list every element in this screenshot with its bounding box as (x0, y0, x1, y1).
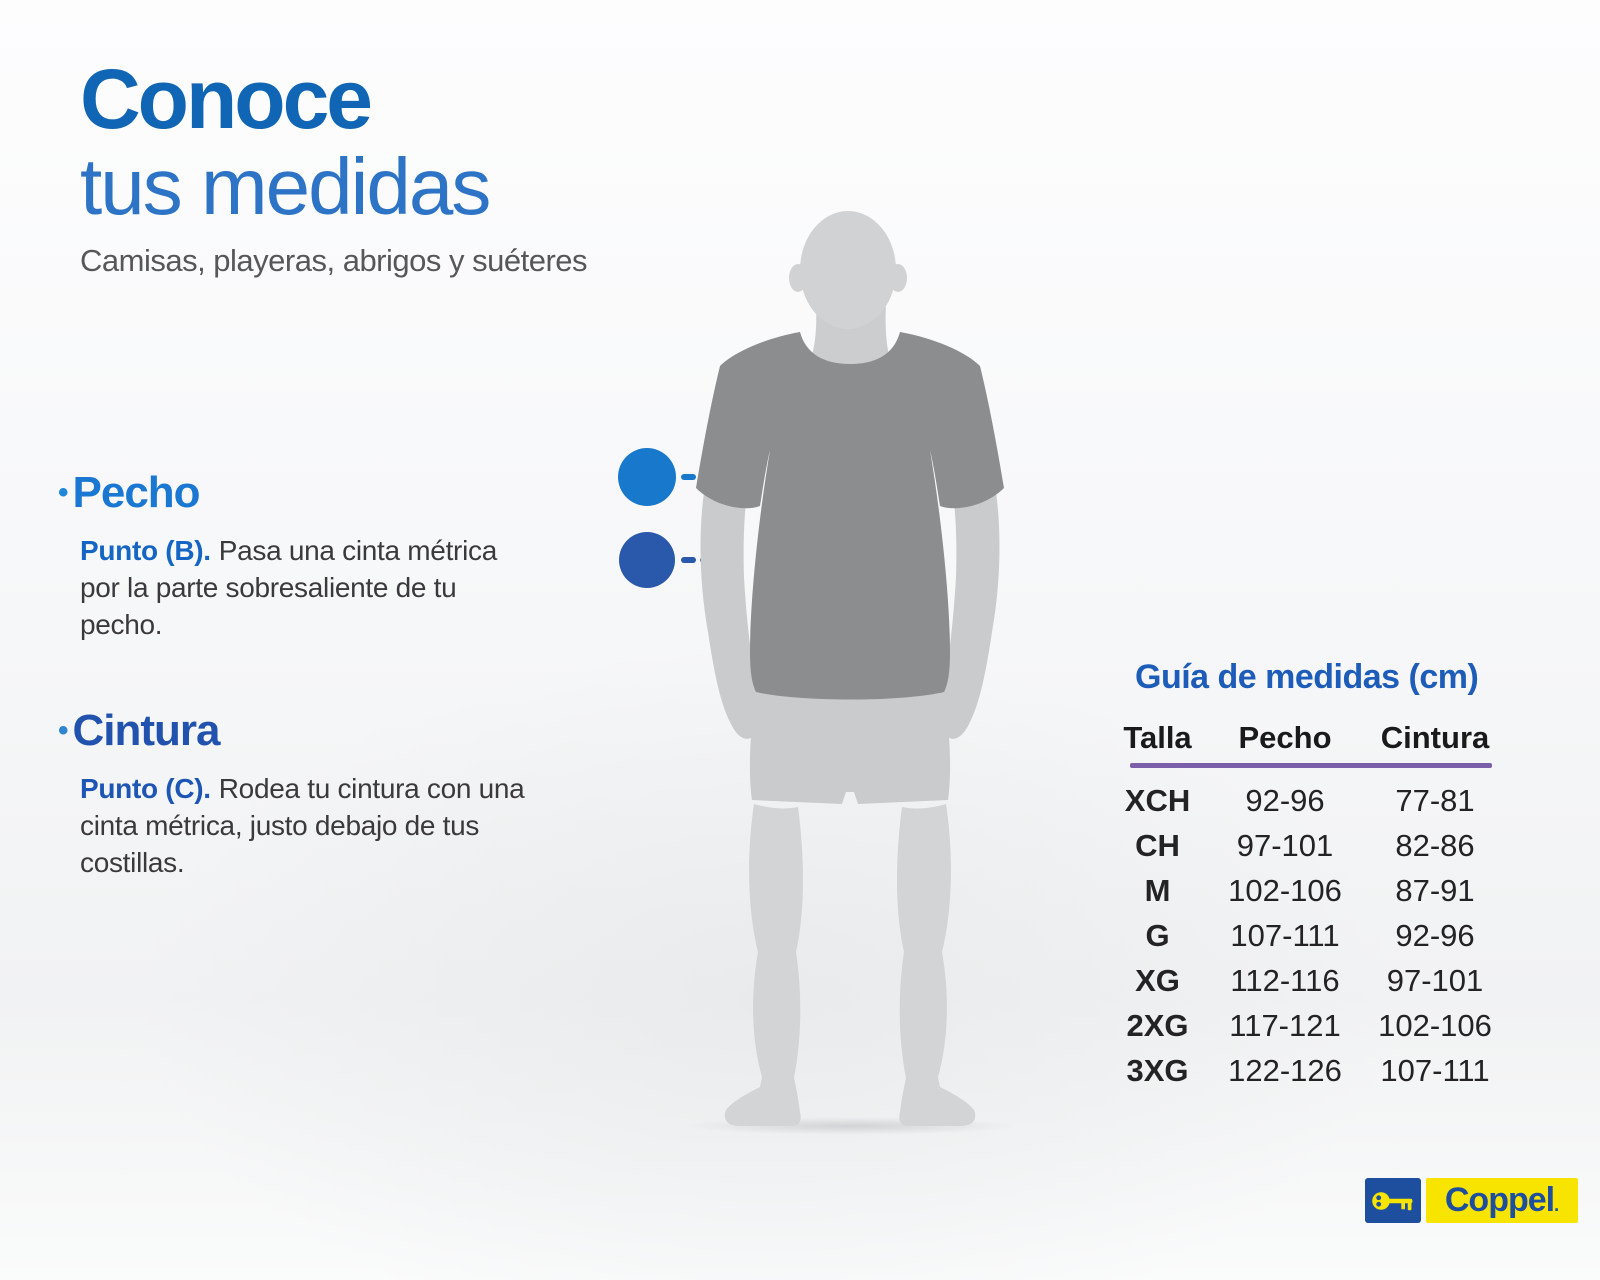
cintura-cell: 97-101 (1386, 962, 1484, 998)
size-row (1110, 823, 1510, 868)
coppel-wordmark-tile (1426, 1178, 1578, 1223)
pecho-cell: 117-121 (1229, 1007, 1341, 1043)
talla-cell: XG (1135, 962, 1180, 998)
size-row (1110, 958, 1510, 1003)
cintura-bullet-icon: • (58, 714, 68, 747)
cintura-cell: 102-106 (1378, 1007, 1492, 1043)
coppel-logo (1365, 1178, 1578, 1223)
talla-cell: XCH (1124, 782, 1191, 818)
cintura-cell: 77-81 (1395, 782, 1475, 818)
section-pecho (58, 468, 538, 643)
cintura-description: Rodea tu cintura con una cinta métrica, justo debajo de tus costillas. (80, 773, 525, 878)
pecho-instructions (80, 532, 538, 643)
figure-right-ear (889, 264, 907, 292)
talla-cell: CH (1135, 827, 1180, 863)
column-header-cintura: Cintura (1380, 720, 1490, 755)
table-accent-line (1130, 763, 1492, 768)
section-cintura (58, 706, 538, 881)
size-row (1110, 1048, 1510, 1093)
pecho-cell: 102-106 (1228, 872, 1342, 908)
cintura-cell: 92-96 (1395, 917, 1475, 953)
cintura-point-label: Punto (C). (80, 773, 211, 804)
figure-left-arm (701, 492, 760, 739)
page-title-line2: tus medidas (80, 142, 490, 232)
male-silhouette-figure (638, 192, 1082, 1137)
size-row (1110, 868, 1510, 913)
pecho-heading (58, 468, 538, 518)
coppel-key-tile (1365, 1178, 1421, 1223)
pecho-point-label: Punto (B). (80, 535, 211, 566)
pecho-description: Pasa una cinta métrica por la parte sobresaliente de tu pecho. (80, 535, 497, 640)
pecho-cell: 122-126 (1228, 1052, 1342, 1088)
pecho-bullet-icon: • (58, 476, 68, 509)
pecho-cell: 92-96 (1245, 782, 1325, 818)
cintura-instructions (80, 770, 538, 881)
pecho-cell: 107-111 (1230, 917, 1340, 953)
figure-left-ear (789, 264, 807, 292)
size-row (1110, 778, 1510, 823)
talla-cell: 3XG (1126, 1052, 1189, 1088)
column-header-talla: Talla (1123, 720, 1192, 755)
talla-cell: M (1144, 872, 1171, 908)
cintura-cell: 87-91 (1395, 872, 1475, 908)
figure-right-arm (940, 492, 999, 739)
talla-cell: G (1145, 917, 1170, 953)
coppel-wordmark: Coppel (1444, 1181, 1555, 1219)
pecho-cell: 97-101 (1236, 827, 1334, 863)
pecho-cell: 112-116 (1230, 962, 1340, 998)
size-guide-panel (1110, 658, 1510, 1093)
cintura-cell: 107-111 (1380, 1052, 1490, 1088)
cintura-heading-label: Cintura (72, 706, 220, 755)
cintura-cell: 82-86 (1395, 827, 1475, 863)
cintura-heading (58, 706, 538, 756)
size-row (1110, 1003, 1510, 1048)
pecho-heading-label: Pecho (72, 468, 200, 517)
figure-head (800, 211, 896, 329)
size-guide-header-row (1110, 717, 1510, 759)
key-icon (1369, 1185, 1417, 1217)
figure-left-leg (725, 804, 803, 1126)
size-row (1110, 913, 1510, 958)
coppel-wordmark-dot: . (1554, 1195, 1560, 1215)
talla-cell: 2XG (1126, 1007, 1189, 1043)
figure-shorts (750, 688, 950, 804)
page-title-line1: Conoce (80, 52, 371, 146)
size-guide-title: Guía de medidas (cm) (1135, 658, 1479, 696)
header (80, 52, 588, 279)
column-header-pecho: Pecho (1238, 720, 1332, 755)
page-subtitle: Camisas, playeras, abrigos y suéteres (80, 243, 588, 279)
figure-right-leg (897, 804, 975, 1126)
